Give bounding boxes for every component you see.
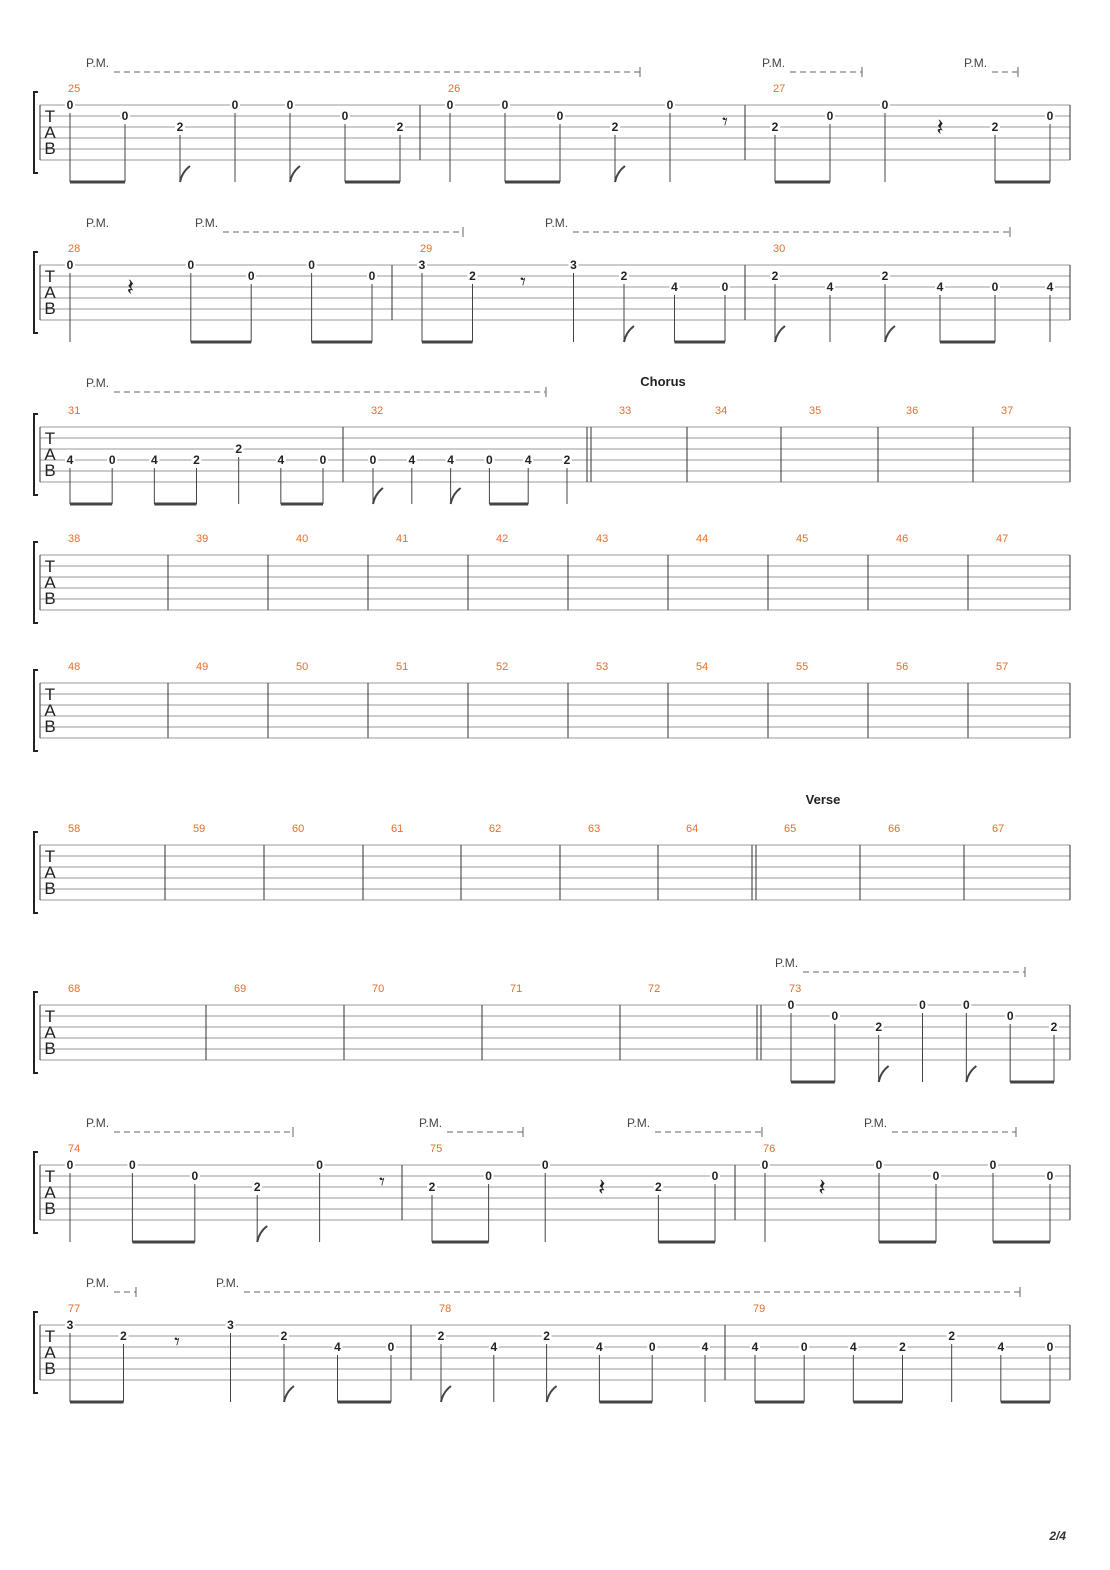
fret-number: 0 [826, 109, 834, 123]
measure-number: 29 [420, 243, 433, 255]
system-bracket [34, 670, 38, 751]
measure-number: 55 [796, 661, 809, 673]
fret-number: 2 [563, 453, 571, 467]
fret-number: 0 [919, 998, 926, 1012]
measure-number: 37 [1001, 405, 1014, 417]
tab-clef-letter: B [44, 1359, 56, 1378]
fret-number: 0 [932, 1169, 940, 1183]
fret-number: 0 [247, 269, 255, 283]
measure-number: 76 [763, 1143, 776, 1155]
measure-number: 62 [489, 823, 502, 835]
measure-number: 69 [234, 983, 247, 995]
fret-number: 2 [881, 269, 889, 283]
measure-number: 65 [784, 823, 797, 835]
fret-number: 0 [121, 109, 129, 123]
fret-number: 4 [490, 1340, 498, 1354]
tab-clef-letter: A [44, 1343, 56, 1362]
measure-number: 63 [588, 823, 601, 835]
tab-clef-letter: A [44, 573, 56, 592]
fret-number: 0 [485, 1169, 492, 1183]
fret-number: 0 [187, 258, 195, 272]
measure-number: 42 [496, 533, 509, 545]
tab-clef-letter: A [44, 123, 56, 142]
section-marker: Chorus [640, 374, 686, 389]
fret-number: 0 [648, 1340, 656, 1354]
tab-clef-letter: A [44, 1183, 56, 1202]
fret-number: 0 [989, 1158, 997, 1172]
note-flag [615, 166, 625, 182]
fret-number: 0 [991, 280, 999, 294]
measure-number: 60 [292, 823, 305, 835]
measure-number: 46 [896, 533, 909, 545]
fret-number: 2 [396, 120, 404, 134]
section-marker: Verse [805, 792, 841, 807]
measure-number: 70 [372, 983, 385, 995]
measure-number: 35 [809, 405, 822, 417]
fret-number: 4 [751, 1340, 759, 1354]
fret-number: 2 [655, 1180, 662, 1194]
measure-number: 27 [773, 83, 786, 95]
fret-number: 0 [1006, 1009, 1014, 1023]
palm-mute-label: P.M. [419, 1116, 443, 1130]
fret-number: 4 [66, 453, 74, 467]
measure-number: 66 [888, 823, 901, 835]
fret-number: 2 [120, 1329, 127, 1343]
quarter-rest: 𝄽 [598, 1174, 606, 1201]
eighth-rest: 𝄾 [722, 109, 728, 134]
fret-number: 4 [997, 1340, 1005, 1354]
fret-number: 0 [316, 1158, 323, 1172]
measure-number: 44 [696, 533, 709, 545]
palm-mute-label: P.M. [964, 56, 988, 70]
fret-number: 4 [447, 453, 454, 467]
measure-number: 79 [753, 1303, 766, 1315]
tab-clef-letter: B [44, 461, 56, 480]
fret-number: 0 [1046, 109, 1054, 123]
note-flag [290, 166, 300, 182]
tab-clef-letter: A [44, 283, 56, 302]
fret-number: 2 [469, 269, 476, 283]
fret-number: 0 [319, 453, 327, 467]
note-flag [547, 1386, 557, 1402]
measure-number: 68 [68, 983, 81, 995]
fret-number: 0 [66, 1158, 74, 1172]
palm-mute-label: P.M. [86, 216, 110, 230]
system-bracket [34, 1152, 38, 1233]
tab-clef-letter: T [44, 267, 56, 286]
fret-number: 0 [446, 98, 454, 112]
fret-number: 3 [418, 258, 426, 272]
measure-number: 61 [391, 823, 404, 835]
fret-number: 0 [341, 109, 349, 123]
fret-number: 2 [875, 1020, 883, 1034]
fret-number: 3 [227, 1318, 234, 1332]
tab-clef-letter: B [44, 589, 56, 608]
measure-number: 48 [68, 661, 81, 673]
palm-mute-label: P.M. [86, 376, 110, 390]
measure-number: 57 [996, 661, 1009, 673]
palm-mute-label: P.M. [545, 216, 569, 230]
palm-mute-label: P.M. [762, 56, 786, 70]
note-flag [257, 1226, 267, 1242]
measure-number: 26 [448, 83, 461, 95]
page-number: 2/4 [1049, 1529, 1066, 1543]
fret-number: 0 [800, 1340, 808, 1354]
fret-number: 2 [428, 1180, 436, 1194]
tab-clef-letter: T [44, 1167, 56, 1186]
tab-clef-letter: A [44, 445, 56, 464]
fret-number: 0 [369, 453, 377, 467]
fret-number: 0 [761, 1158, 769, 1172]
palm-mute-label: P.M. [775, 956, 799, 970]
measure-number: 75 [430, 1143, 443, 1155]
tab-clef-letter: T [44, 1007, 56, 1026]
system-bracket [34, 542, 38, 623]
fret-number: 2 [437, 1329, 445, 1343]
measure-number: 25 [68, 83, 81, 95]
system-bracket [34, 832, 38, 913]
fret-number: 0 [1046, 1169, 1054, 1183]
fret-number: 2 [948, 1329, 956, 1343]
palm-mute-label: P.M. [216, 1276, 240, 1290]
tab-clef-letter: T [44, 685, 56, 704]
fret-number: 0 [666, 98, 674, 112]
tab-clef-letter: B [44, 1199, 56, 1218]
fret-number: 0 [191, 1169, 199, 1183]
fret-number: 0 [368, 269, 376, 283]
measure-number: 38 [68, 533, 81, 545]
fret-number: 0 [66, 98, 74, 112]
note-flag [966, 1066, 976, 1082]
measure-number: 47 [996, 533, 1009, 545]
fret-number: 2 [611, 120, 619, 134]
fret-number: 4 [849, 1340, 857, 1354]
tab-clef-letter: A [44, 863, 56, 882]
fret-number: 0 [308, 258, 315, 272]
measure-number: 34 [715, 405, 728, 417]
measure-number: 39 [196, 533, 209, 545]
fret-number: 4 [408, 453, 416, 467]
fret-number: 0 [66, 258, 74, 272]
fret-number: 2 [1050, 1020, 1058, 1034]
fret-number: 0 [108, 453, 116, 467]
fret-number: 4 [334, 1340, 341, 1354]
measure-number: 52 [496, 661, 509, 673]
measure-number: 43 [596, 533, 609, 545]
measure-number: 32 [371, 405, 384, 417]
fret-number: 0 [286, 98, 294, 112]
measure-number: 51 [396, 661, 409, 673]
tab-clef-letter: T [44, 1327, 56, 1346]
fret-number: 0 [541, 1158, 549, 1172]
fret-number: 0 [501, 98, 509, 112]
measure-number: 41 [396, 533, 409, 545]
measure-number: 77 [68, 1303, 81, 1315]
eighth-rest: 𝄾 [174, 1329, 180, 1354]
measure-number: 30 [773, 243, 786, 255]
fret-number: 2 [193, 453, 200, 467]
eighth-rest: 𝄾 [379, 1169, 385, 1194]
measure-number: 50 [296, 661, 309, 673]
measure-number: 49 [196, 661, 209, 673]
tab-clef-letter: T [44, 847, 56, 866]
fret-number: 3 [570, 258, 577, 272]
fret-number: 0 [1046, 1340, 1054, 1354]
fret-number: 2 [280, 1329, 288, 1343]
system-bracket [34, 414, 38, 495]
measure-number: 71 [510, 983, 523, 995]
fret-number: 0 [831, 1009, 839, 1023]
tab-clef-letter: T [44, 557, 56, 576]
fret-number: 2 [620, 269, 628, 283]
fret-number: 0 [787, 998, 795, 1012]
fret-number: 4 [826, 280, 834, 294]
tab-clef-letter: T [44, 429, 56, 448]
tab-clef-letter: B [44, 139, 56, 158]
quarter-rest: 𝄽 [126, 274, 135, 301]
fret-number: 2 [991, 120, 999, 134]
fret-number: 4 [596, 1340, 603, 1354]
quarter-rest: 𝄽 [936, 114, 944, 141]
fret-number: 4 [701, 1340, 709, 1354]
measure-number: 73 [789, 983, 802, 995]
fret-number: 0 [881, 98, 889, 112]
fret-number: 2 [899, 1340, 906, 1354]
note-flag [441, 1386, 451, 1402]
fret-number: 0 [875, 1158, 883, 1172]
fret-number: 2 [253, 1180, 261, 1194]
system-bracket [34, 1312, 38, 1393]
quarter-rest: 𝄽 [818, 1174, 826, 1201]
measure-number: 40 [296, 533, 309, 545]
fret-number: 4 [936, 280, 944, 294]
measure-number: 31 [68, 405, 81, 417]
tab-clef-letter: T [44, 107, 56, 126]
palm-mute-label: P.M. [627, 1116, 651, 1130]
fret-number: 4 [1046, 280, 1054, 294]
tab-clef-letter: B [44, 717, 56, 736]
fret-number: 2 [771, 269, 779, 283]
fret-number: 2 [235, 442, 243, 456]
measure-number: 58 [68, 823, 81, 835]
fret-number: 0 [129, 1158, 136, 1172]
measure-number: 45 [796, 533, 809, 545]
fret-number: 2 [771, 120, 779, 134]
measure-number: 78 [439, 1303, 452, 1315]
tab-clef-letter: B [44, 1039, 56, 1058]
palm-mute-label: P.M. [86, 56, 110, 70]
measure-number: 72 [648, 983, 661, 995]
measure-number: 54 [696, 661, 709, 673]
fret-number: 0 [721, 280, 729, 294]
measure-number: 36 [906, 405, 919, 417]
note-flag [775, 326, 785, 342]
fret-number: 2 [176, 120, 184, 134]
note-flag [373, 488, 383, 504]
measure-number: 64 [686, 823, 699, 835]
measure-number: 33 [619, 405, 632, 417]
note-flag [451, 488, 461, 504]
fret-number: 4 [150, 453, 158, 467]
fret-number: 4 [524, 453, 532, 467]
system-bracket [34, 252, 38, 333]
note-flag [885, 326, 895, 342]
fret-number: 0 [962, 998, 970, 1012]
fret-number: 4 [277, 453, 285, 467]
palm-mute-label: P.M. [86, 1276, 110, 1290]
measure-number: 53 [596, 661, 609, 673]
fret-number: 0 [711, 1169, 719, 1183]
palm-mute-label: P.M. [195, 216, 219, 230]
measure-number: 74 [68, 1143, 81, 1155]
measure-number: 67 [992, 823, 1005, 835]
note-flag [180, 166, 190, 182]
system-bracket [34, 92, 38, 173]
note-flag [284, 1386, 294, 1402]
palm-mute-label: P.M. [86, 1116, 110, 1130]
fret-number: 0 [387, 1340, 395, 1354]
measure-number: 59 [193, 823, 206, 835]
note-flag [879, 1066, 889, 1082]
tab-clef-letter: A [44, 701, 56, 720]
fret-number: 0 [486, 453, 493, 467]
fret-number: 2 [543, 1329, 550, 1343]
tab-clef-letter: B [44, 299, 56, 318]
system-bracket [34, 992, 38, 1073]
palm-mute-label: P.M. [864, 1116, 888, 1130]
fret-number: 4 [671, 280, 678, 294]
eighth-rest: 𝄾 [520, 269, 526, 294]
measure-number: 28 [68, 243, 81, 255]
tab-clef-letter: A [44, 1023, 56, 1042]
fret-number: 0 [556, 109, 564, 123]
fret-number: 0 [231, 98, 239, 112]
fret-number: 3 [66, 1318, 74, 1332]
note-flag [624, 326, 634, 342]
measure-number: 56 [896, 661, 909, 673]
tab-clef-letter: B [44, 879, 56, 898]
